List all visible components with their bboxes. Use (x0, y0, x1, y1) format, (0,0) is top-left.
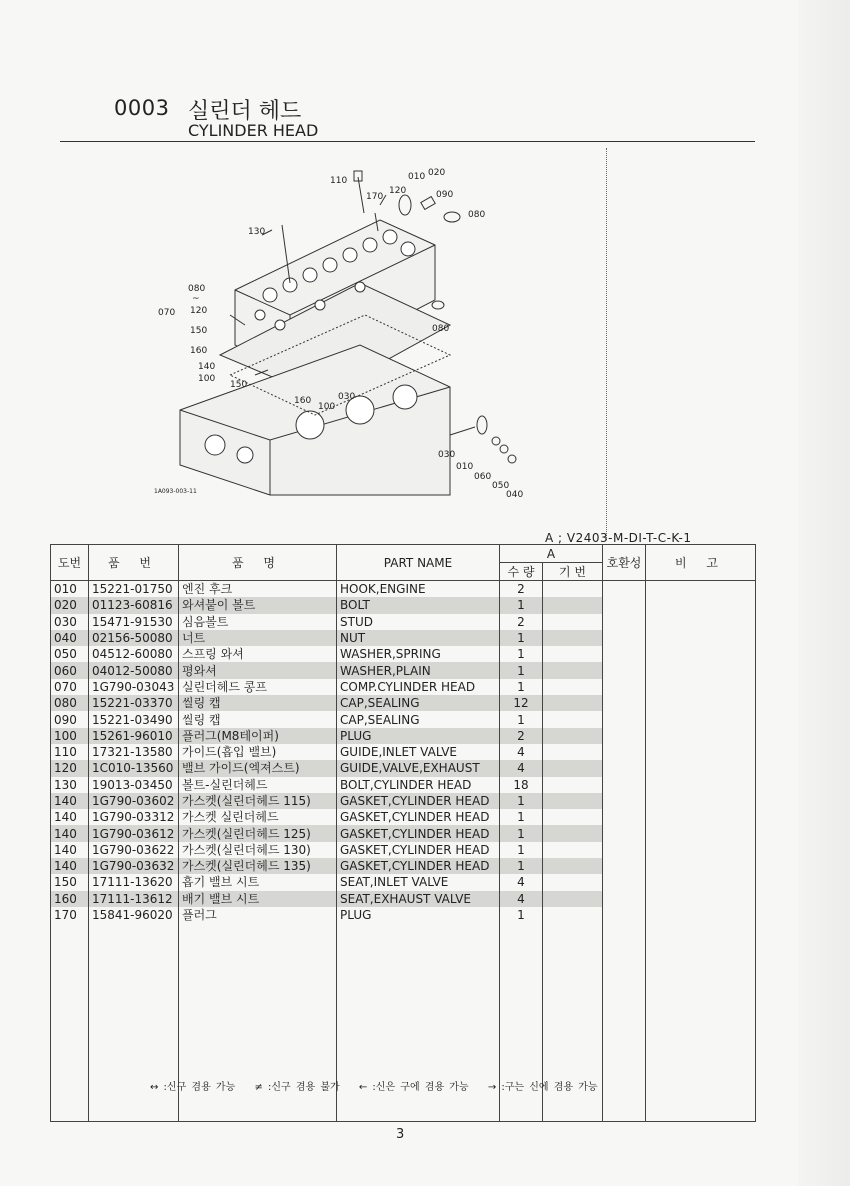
header-part-name: PART NAME (337, 545, 500, 581)
interchange (603, 581, 646, 598)
part-name-korean: 플러그 (179, 907, 337, 923)
base-number (543, 646, 603, 662)
row-number: 080 (51, 695, 89, 711)
row-number: 070 (51, 679, 89, 695)
diagram-id: 1A093-003-11 (154, 488, 197, 495)
part-number: 19013-03450 (89, 777, 179, 793)
table-row (51, 907, 756, 923)
row-number: 020 (51, 597, 89, 613)
interchange (603, 842, 646, 858)
callout-080-b: 080 (188, 284, 206, 294)
quantity: 1 (500, 630, 543, 646)
row-number: 120 (51, 760, 89, 776)
part-number: 1G790-03043 (89, 679, 179, 695)
base-number (543, 825, 603, 841)
table-row (51, 809, 756, 825)
table-row (51, 793, 756, 809)
callout-090: 090 (436, 190, 454, 200)
interchange (603, 728, 646, 744)
remarks (646, 662, 756, 678)
base-number (543, 728, 603, 744)
remarks (646, 581, 756, 598)
header-part-name-korean: 품 명 (179, 545, 337, 581)
remarks (646, 728, 756, 744)
quantity: 18 (500, 777, 543, 793)
row-number: 010 (51, 581, 89, 598)
remarks (646, 907, 756, 923)
row-number: 170 (51, 907, 89, 923)
interchange (603, 695, 646, 711)
compatibility-legend (150, 1078, 612, 1093)
remarks (646, 809, 756, 825)
table-row (51, 679, 756, 695)
interchange (603, 646, 646, 662)
quantity: 1 (500, 662, 543, 678)
part-name: COMP.CYLINDER HEAD (337, 679, 500, 695)
legend-item: ← :신은 구에 겸용 가능 (358, 1082, 469, 1093)
page-number: 3 (396, 1127, 405, 1142)
interchange (603, 662, 646, 678)
remarks (646, 825, 756, 841)
row-number: 140 (51, 858, 89, 874)
quantity: 1 (500, 907, 543, 923)
part-name-korean: 가스켓(실린더헤드 125) (179, 825, 337, 841)
base-number (543, 744, 603, 760)
table-row (51, 874, 756, 890)
table-row (51, 825, 756, 841)
part-name-korean: 와셔붙이 볼트 (179, 597, 337, 613)
base-number (543, 777, 603, 793)
callout-040: 040 (506, 490, 524, 500)
table-row (51, 728, 756, 744)
remarks (646, 793, 756, 809)
interchange (603, 630, 646, 646)
quantity: 2 (500, 728, 543, 744)
table-row (51, 760, 756, 776)
part-number: 01123-60816 (89, 597, 179, 613)
part-number: 15221-03490 (89, 711, 179, 727)
base-number (543, 679, 603, 695)
part-name: GASKET,CYLINDER HEAD (337, 858, 500, 874)
quantity: 2 (500, 581, 543, 598)
base-number (543, 793, 603, 809)
callout-170: 170 (366, 192, 384, 202)
quantity: 2 (500, 614, 543, 630)
callout-010-b: 010 (456, 462, 474, 472)
part-name: HOOK,ENGINE (337, 581, 500, 598)
quantity: 1 (500, 825, 543, 841)
interchange (603, 907, 646, 923)
legend-item: ↔ :신구 겸용 가능 (150, 1082, 236, 1093)
callout-030: 030 (338, 392, 356, 402)
remarks (646, 646, 756, 662)
interchange (603, 777, 646, 793)
callout-020: 020 (428, 168, 446, 178)
interchange (603, 891, 646, 907)
base-number (543, 874, 603, 890)
callout-070: 070 (158, 308, 176, 318)
interchange (603, 614, 646, 630)
row-number: 140 (51, 793, 89, 809)
base-number (543, 907, 603, 923)
base-number (543, 891, 603, 907)
part-number: 04012-50080 (89, 662, 179, 678)
base-number (543, 760, 603, 776)
callout-080-c: 080 (432, 324, 450, 334)
interchange (603, 809, 646, 825)
part-name: SEAT,INLET VALVE (337, 874, 500, 890)
callout-130: 130 (248, 227, 266, 237)
callout-150: 150 (190, 326, 208, 336)
base-number (543, 842, 603, 858)
table-row (51, 597, 756, 613)
callout-050: 050 (492, 481, 510, 491)
base-number (543, 597, 603, 613)
table-row (51, 891, 756, 907)
remarks (646, 891, 756, 907)
part-name-korean: 볼트-실린더헤드 (179, 777, 337, 793)
quantity: 4 (500, 760, 543, 776)
row-number: 060 (51, 662, 89, 678)
remarks (646, 874, 756, 890)
part-name-korean: 밸브 가이드(엑져스트) (179, 760, 337, 776)
row-number: 040 (51, 630, 89, 646)
row-number: 100 (51, 728, 89, 744)
remarks (646, 597, 756, 613)
part-number: 15841-96020 (89, 907, 179, 923)
legend-item: ≠ :신구 겸용 불가 (254, 1082, 340, 1093)
quantity: 4 (500, 874, 543, 890)
quantity: 4 (500, 744, 543, 760)
part-name-korean: 씰링 캡 (179, 711, 337, 727)
quantity: 12 (500, 695, 543, 711)
blank-cell (646, 923, 756, 1122)
remarks (646, 744, 756, 760)
table-row (51, 581, 756, 598)
part-name-korean: 가스켓 실린더헤드 (179, 809, 337, 825)
row-number: 140 (51, 809, 89, 825)
row-number: 160 (51, 891, 89, 907)
section-code: 0003 (114, 96, 170, 120)
remarks (646, 760, 756, 776)
remarks (646, 679, 756, 695)
section-title-english: CYLINDER HEAD (188, 121, 319, 140)
part-name-korean: 씰링 캡 (179, 695, 337, 711)
remarks (646, 842, 756, 858)
row-number: 140 (51, 825, 89, 841)
table-row (51, 711, 756, 727)
remarks (646, 695, 756, 711)
callout-140: 140 (198, 362, 216, 372)
interchange (603, 597, 646, 613)
interchange (603, 711, 646, 727)
base-number (543, 662, 603, 678)
part-name: GASKET,CYLINDER HEAD (337, 793, 500, 809)
title-rule (60, 141, 755, 142)
callout-160: 160 (190, 346, 208, 356)
header-qty: 수 량 (500, 563, 543, 581)
part-number: 15261-96010 (89, 728, 179, 744)
table-row (51, 777, 756, 793)
header-group-a: A (500, 545, 603, 563)
parts-table (50, 544, 756, 1122)
part-name: PLUG (337, 907, 500, 923)
table-row (51, 858, 756, 874)
column-divider (606, 148, 607, 540)
part-name: CAP,SEALING (337, 711, 500, 727)
base-number (543, 711, 603, 727)
callout-160-b: 160 (294, 396, 312, 406)
row-number: 130 (51, 777, 89, 793)
page-edge (798, 0, 850, 1186)
part-number: 02156-50080 (89, 630, 179, 646)
base-number (543, 809, 603, 825)
part-name: GUIDE,VALVE,EXHAUST (337, 760, 500, 776)
part-number: 17111-13612 (89, 891, 179, 907)
header-part-number: 품 번 (89, 545, 179, 581)
header-interchange: 호환성 (603, 545, 646, 581)
blank-cell (51, 923, 89, 1122)
base-number (543, 581, 603, 598)
legend-item: → :구는 신에 겸용 가능 (487, 1082, 598, 1093)
part-name: SEAT,EXHAUST VALVE (337, 891, 500, 907)
part-number: 17321-13580 (89, 744, 179, 760)
part-name: GASKET,CYLINDER HEAD (337, 842, 500, 858)
part-name-korean: 플러그(M8테이퍼) (179, 728, 337, 744)
part-name-korean: 평와셔 (179, 662, 337, 678)
table-row (51, 695, 756, 711)
quantity: 1 (500, 793, 543, 809)
part-name-korean: 흡기 밸브 시트 (179, 874, 337, 890)
part-name: CAP,SEALING (337, 695, 500, 711)
part-name-korean: 가이드(흡입 밸브) (179, 744, 337, 760)
part-name: NUT (337, 630, 500, 646)
part-number: 1G790-03602 (89, 793, 179, 809)
remarks (646, 711, 756, 727)
part-name: PLUG (337, 728, 500, 744)
header-remarks: 비 고 (646, 545, 756, 581)
section-title-korean: 실린더 헤드 (188, 99, 302, 124)
part-name: GASKET,CYLINDER HEAD (337, 825, 500, 841)
part-name-korean: 너트 (179, 630, 337, 646)
quantity: 1 (500, 858, 543, 874)
table-row (51, 842, 756, 858)
remarks (646, 630, 756, 646)
model-code: A ; V2403-M-DI-T-C-K-1 (545, 531, 692, 545)
part-number: 1C010-13560 (89, 760, 179, 776)
part-name-korean: 엔진 후크 (179, 581, 337, 598)
base-number (543, 858, 603, 874)
row-number: 050 (51, 646, 89, 662)
part-name: GUIDE,INLET VALVE (337, 744, 500, 760)
row-number: 030 (51, 614, 89, 630)
base-number (543, 695, 603, 711)
quantity: 4 (500, 891, 543, 907)
quantity: 1 (500, 842, 543, 858)
remarks (646, 777, 756, 793)
part-name: WASHER,PLAIN (337, 662, 500, 678)
table-row (51, 630, 756, 646)
interchange (603, 744, 646, 760)
part-name-korean: 심음볼트 (179, 614, 337, 630)
quantity: 1 (500, 646, 543, 662)
base-number (543, 614, 603, 630)
table-row (51, 614, 756, 630)
part-name: BOLT (337, 597, 500, 613)
callout-080: 080 (468, 210, 486, 220)
table-row (51, 646, 756, 662)
part-number: 15221-01750 (89, 581, 179, 598)
row-number: 090 (51, 711, 89, 727)
callout-100: 100 (198, 374, 216, 384)
callout-100-b: 100 (318, 402, 336, 412)
header-no: 도번 (51, 545, 89, 581)
part-number: 1G790-03632 (89, 858, 179, 874)
part-number: 1G790-03312 (89, 809, 179, 825)
quantity: 1 (500, 679, 543, 695)
interchange (603, 874, 646, 890)
part-name-korean: 스프링 와셔 (179, 646, 337, 662)
row-number: 150 (51, 874, 89, 890)
remarks (646, 858, 756, 874)
part-name-korean: 실린더헤드 콩프 (179, 679, 337, 695)
remarks (646, 614, 756, 630)
part-name-korean: 가스켓(실린더헤드 135) (179, 858, 337, 874)
callout-110: 110 (330, 176, 348, 186)
interchange (603, 858, 646, 874)
callout-150-b: 150 (230, 380, 248, 390)
interchange (603, 793, 646, 809)
callout-030-b: 030 (438, 450, 456, 460)
table-row (51, 662, 756, 678)
callout-120: 120 (389, 186, 407, 196)
quantity: 1 (500, 597, 543, 613)
row-number: 110 (51, 744, 89, 760)
callout-010: 010 (408, 172, 426, 182)
interchange (603, 825, 646, 841)
callout-060: 060 (474, 472, 492, 482)
row-number: 140 (51, 842, 89, 858)
part-name: STUD (337, 614, 500, 630)
header-base: 기 번 (543, 563, 603, 581)
part-number: 04512-60080 (89, 646, 179, 662)
callout-tilde: ~ (192, 294, 200, 304)
interchange (603, 760, 646, 776)
part-name-korean: 가스켓(실린더헤드 115) (179, 793, 337, 809)
callout-120-b: 120 (190, 306, 208, 316)
table-row (51, 744, 756, 760)
part-name: WASHER,SPRING (337, 646, 500, 662)
part-number: 15221-03370 (89, 695, 179, 711)
part-number: 17111-13620 (89, 874, 179, 890)
part-number: 1G790-03622 (89, 842, 179, 858)
part-name-korean: 가스켓(실린더헤드 130) (179, 842, 337, 858)
part-number: 15471-91530 (89, 614, 179, 630)
part-name: GASKET,CYLINDER HEAD (337, 809, 500, 825)
interchange (603, 679, 646, 695)
quantity: 1 (500, 711, 543, 727)
base-number (543, 630, 603, 646)
part-name: BOLT,CYLINDER HEAD (337, 777, 500, 793)
parts-table-body (51, 581, 756, 1122)
part-name-korean: 배기 밸브 시트 (179, 891, 337, 907)
exploded-parts-diagram (150, 165, 595, 505)
part-number: 1G790-03612 (89, 825, 179, 841)
quantity: 1 (500, 809, 543, 825)
